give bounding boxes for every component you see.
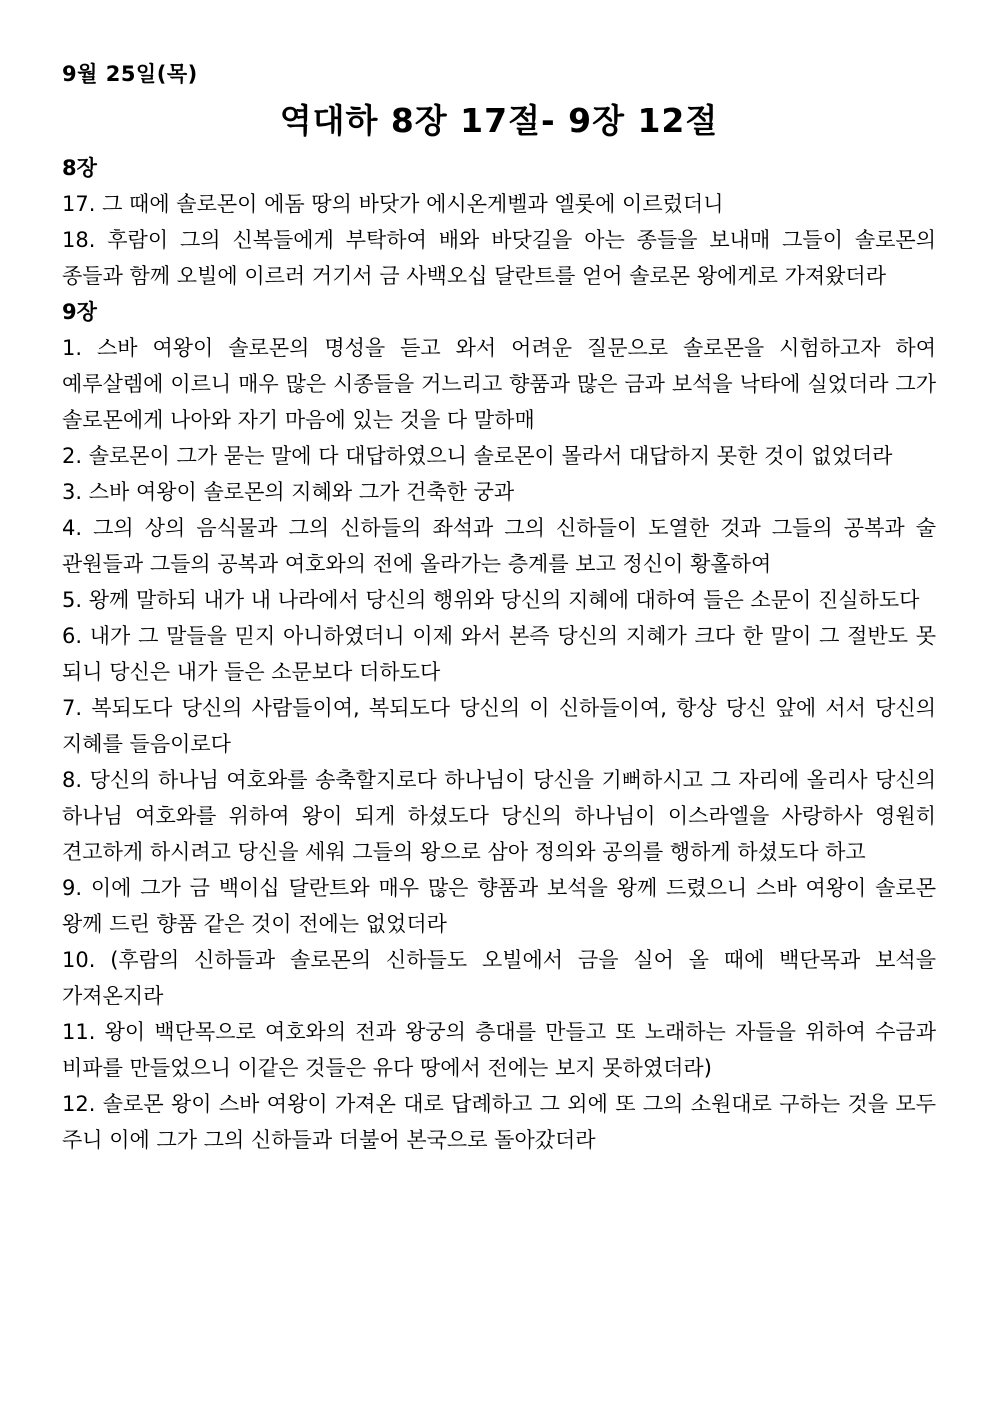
verse-9-8: 8. 당신의 하나님 여호와를 송축할지로다 하나님이 당신을 기뻐하시고 그 자리에 올리사 당신의 하나님 여호와를 위하여 왕이 되게 하셨도다 당신의 하나님이 이스라엘을 사랑하사 영원히 견고하게 하시려고 당신을 세워 그들의 왕으로 삼아 정의와 공의를 행하게 하셨도다 하고 [62,768,936,864]
chapter-heading: 9장 [62,300,97,324]
verse-9-9: 9. 이에 그가 금 백이십 달란트와 매우 많은 향품과 보석을 왕께 드렸으니 스바 여왕이 솔로몬 왕께 드린 향품 같은 것이 전에는 없었더라 [62,876,936,936]
verse-9-2: 2. 솔로몬이 그가 묻는 말에 다 대답하였으니 솔로몬이 몰라서 대답하지 못한 것이 없었더라 [62,444,893,468]
verse-8-18: 18. 후람이 그의 신복들에게 부탁하여 배와 바닷길을 아는 종들을 보내매 그들이 솔로몬의 종들과 함께 오빌에 이르러 거기서 금 사백오십 달란트를 얻어 솔로몬 왕에게로 가져왔더라 [62,228,936,288]
verse-9-11: 11. 왕이 백단목으로 여호와의 전과 왕궁의 층대를 만들고 또 노래하는 자들을 위하여 수금과 비파를 만들었으니 이같은 것들은 유다 땅에서 전에는 보지 못하였더라) [62,1020,936,1080]
verse-9-4: 4. 그의 상의 음식물과 그의 신하들의 좌석과 그의 신하들이 도열한 것과 그들의 공복과 술 관원들과 그들의 공복과 여호와의 전에 올라가는 층계를 보고 정신이 황홀하여 [62,516,936,576]
verse-9-1: 1. 스바 여왕이 솔로몬의 명성을 듣고 와서 어려운 질문으로 솔로몬을 시험하고자 하여 예루살렘에 이르니 매우 많은 시종들을 거느리고 향품과 많은 금과 보석을 낙타에 실었더라 그가 솔로몬에게 나아와 자기 마음에 있는 것을 다 말하매 [62,336,936,432]
verse-9-7: 7. 복되도다 당신의 사람들이여, 복되도다 당신의 이 신하들이여, 항상 당신 앞에 서서 당신의 지혜를 들음이로다 [62,696,936,756]
verse-9-6: 6. 내가 그 말들을 믿지 아니하였더니 이제 와서 본즉 당신의 지혜가 크다 한 말이 그 절반도 못 되니 당신은 내가 들은 소문보다 더하도다 [62,624,936,684]
verse-8-17: 17. 그 때에 솔로몬이 에돔 땅의 바닷가 에시온게벨과 엘롯에 이르렀더니 [62,192,724,216]
verse-9-5: 5. 왕께 말하되 내가 내 나라에서 당신의 행위와 당신의 지혜에 대하여 들은 소문이 진실하도다 [62,588,920,612]
verse-9-10: 10. (후람의 신하들과 솔로몬의 신하들도 오빌에서 금을 실어 올 때에 백단목과 보석을 가져온지라 [62,948,936,1008]
chapter-heading: 8장 [62,156,97,180]
date-line: 9월 25일(목) [62,62,198,86]
verse-9-12: 12. 솔로몬 왕이 스바 여왕이 가져온 대로 답례하고 그 외에 또 그의 소원대로 구하는 것을 모두 주니 이에 그가 그의 신하들과 더불어 본국으로 돌아갔더라 [62,1092,936,1152]
passage-title: 역대하 8장 17절- 9장 12절 [279,101,719,140]
document-page [62,58,936,1158]
verse-9-3: 3. 스바 여왕이 솔로몬의 지혜와 그가 건축한 궁과 [62,480,515,504]
